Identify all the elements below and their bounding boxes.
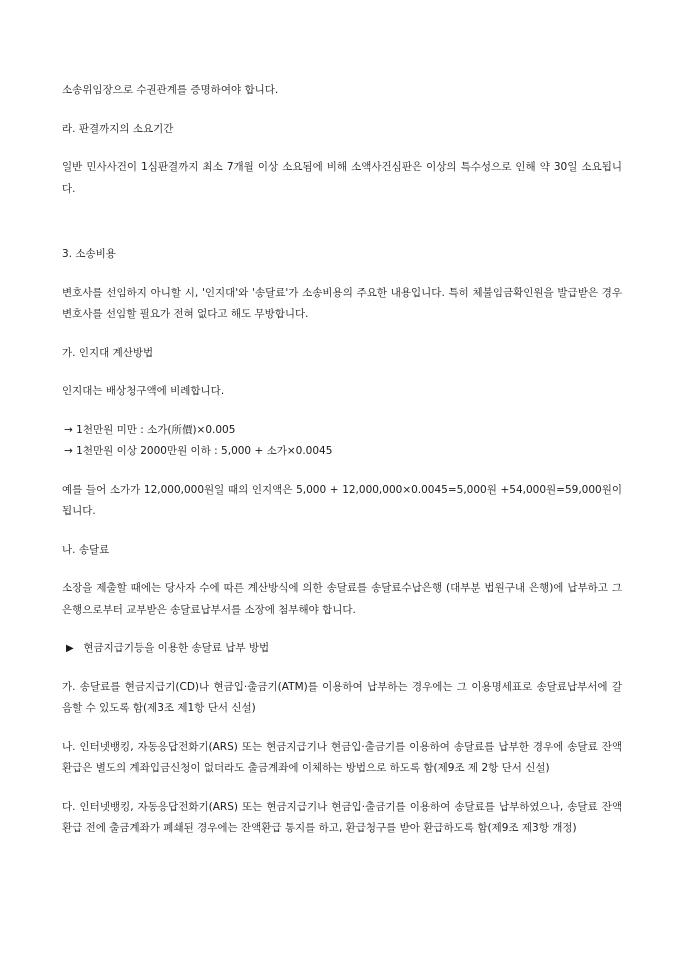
triangle-bullet-icon: ▶ (66, 643, 74, 654)
example-paragraph: 예를 들어 소가가 12,000,000원일 때의 인지액은 5,000 + 12,000,000×0.0045=5,000원 +54,000원=59,000원이 됩니다. (62, 483, 622, 517)
payment-item-na: 나. 인터넷뱅킹, 자동응답전화기(ARS) 또는 현금지급기나 현금입·출금기를 이용하여 송달료를 납부한 경우에 송달료 잔액 환급은 별도의 계좌입금신청이 없더라도 출금계좌에 이체하는 방법으로 하도록 함(제9조 제 2항 단서 신설) (62, 740, 622, 774)
formula-list (62, 420, 622, 463)
bullet-heading (62, 638, 622, 660)
formula-line-2: → 1천만원 이상 2000만원 이하 : 5,000 + 소가×0.0045 (64, 445, 333, 457)
section-heading-ra: 라. 판결까지의 소요기간 (62, 122, 174, 135)
formula-line-1: → 1천만원 미만 : 소가(所價)×0.005 (64, 423, 236, 436)
cost-paragraph: 변호사를 선임하지 아니할 시, '인지대'와 '송달료'가 소송비용의 주요한 내용입니다. 특히 체불임금확인원을 발급받은 경우 변호사를 선임할 필요가 전혀 없다고 해도 무방합니다. (62, 286, 622, 320)
section-heading-cost: 3. 소송비용 (62, 248, 116, 260)
duration-paragraph: 일반 민사사건이 1심판결까지 최소 7개월 이상 소요됨에 비해 소액사건심판은 이상의 특수성으로 인해 약 30일 소요됩니다. (62, 161, 622, 195)
payment-item-da: 다. 인터넷뱅킹, 자동응답전화기(ARS) 또는 현금지급기나 현금입·출금기를 이용하여 송달료를 납부하였으나, 송달료 잔액 환급 전에 출금계좌가 폐쇄된 경우에는 잔액환급 통지를 하고, 환급청구를 받아 환급하도록 함(제9조 제3항 개정) (62, 800, 622, 834)
stamp-paragraph: 인지대는 배상청구액에 비례합니다. (62, 385, 225, 397)
section-heading-stamp: 가. 인지대 계산방법 (62, 346, 154, 359)
payment-item-ga: 가. 송달료를 현금지급기(CD)나 현금입·출금기(ATM)를 이용하여 납부하는 경우에는 그 이용명세표로 송달료납부서에 갈음할 수 있도록 함(제3조 제1항 단서 신설) (62, 680, 622, 714)
intro-line: 소송위임장으로 수권관계를 증명하여야 합니다. (62, 84, 279, 96)
bullet-heading-label: 현금지급기등을 이용한 송달료 납부 방법 (83, 642, 270, 654)
service-paragraph: 소장을 제출할 때에는 당사자 수에 따른 계산방식에 의한 송달료를 송달료수납은행 (대부분 법원구내 은행)에 납부하고 그 은행으로부터 교부받은 송달료납부서를 소장에 첨부해야 합니다. (62, 582, 622, 616)
section-heading-service: 나. 송달료 (62, 543, 110, 556)
